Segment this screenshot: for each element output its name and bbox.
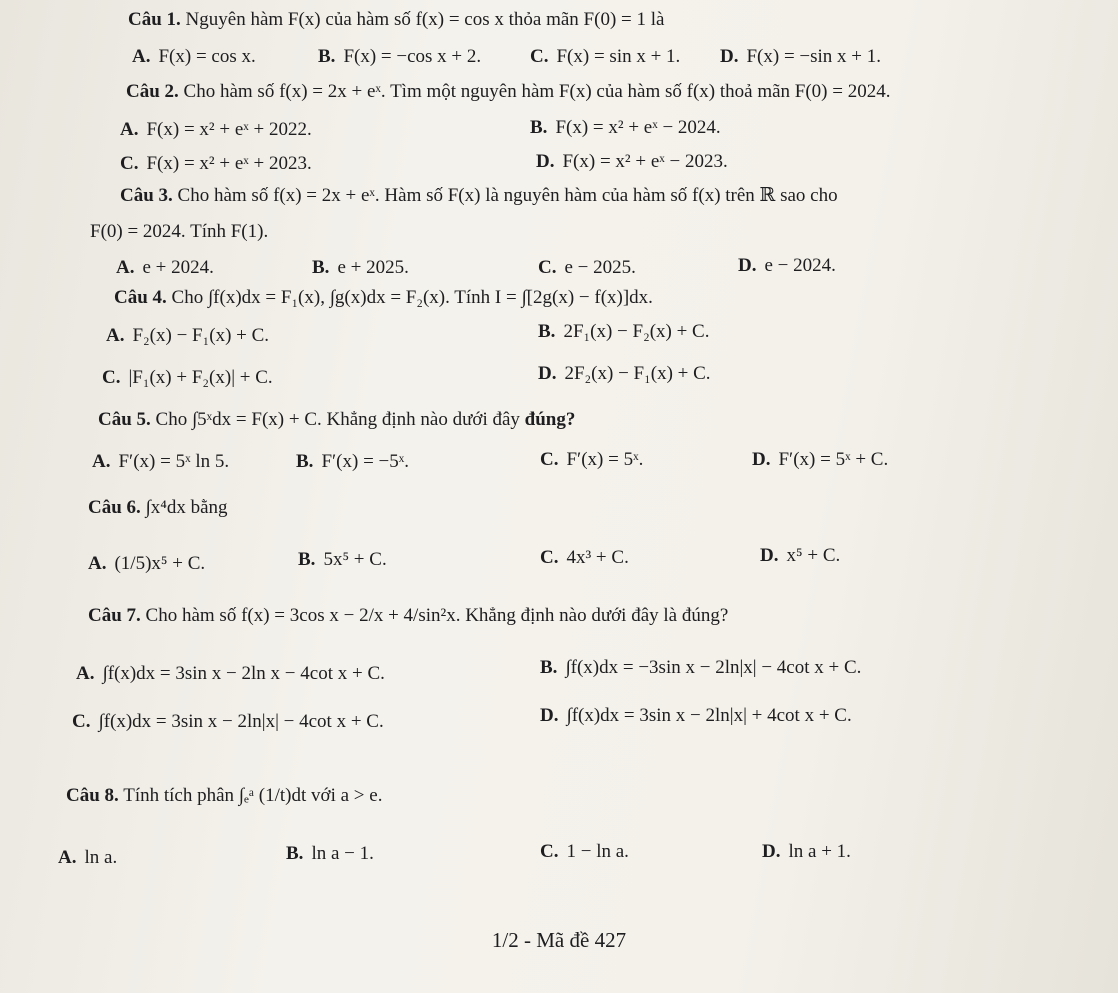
q7-option-a[interactable]: A. ∫f(x)dx = 3sin x − 2ln x − 4cot x + C.	[76, 663, 385, 684]
q8-option-d[interactable]: D. ln a + 1.	[762, 841, 851, 862]
question-3	[120, 184, 838, 208]
q7-option-c[interactable]: C. ∫f(x)dx = 3sin x − 2ln|x| − 4cot x + C.	[72, 711, 384, 732]
q8-option-b[interactable]: B. ln a − 1.	[286, 843, 374, 864]
q5-option-a[interactable]: A. F′(x) = 5ˣ ln 5.	[92, 451, 230, 472]
q3-option-b[interactable]: B. e + 2025.	[312, 257, 409, 278]
question-3-label: Câu 3.	[120, 185, 173, 206]
q4-option-c[interactable]: C. |F₁(x) + F₂(x)| + C.	[102, 367, 273, 388]
q2-option-b[interactable]: B. F(x) = x² + eˣ − 2024.	[530, 117, 721, 138]
q5-option-c[interactable]: C. F′(x) = 5ˣ.	[540, 449, 644, 470]
q6-option-c[interactable]: C. 4x³ + C.	[540, 547, 629, 568]
q1-option-b[interactable]: B. F(x) = −cos x + 2.	[318, 46, 482, 67]
question-1	[128, 8, 664, 32]
q1-option-d[interactable]: D. F(x) = −sin x + 1.	[720, 46, 882, 67]
question-5	[98, 408, 575, 432]
q4-option-b[interactable]: B. 2F₁(x) − F₂(x) + C.	[538, 321, 710, 342]
q5-option-b[interactable]: B. F′(x) = −5ˣ.	[296, 451, 409, 472]
question-4-text: Cho ∫f(x)dx = F₁(x), ∫g(x)dx = F₂(x). Tính I = ∫[2g(x) − f(x)]dx.	[171, 287, 653, 308]
q6-option-b[interactable]: B. 5x⁵ + C.	[298, 549, 387, 570]
q8-option-a[interactable]: A. ln a.	[58, 847, 118, 868]
question-3-text: Cho hàm số f(x) = 2x + eˣ. Hàm số F(x) là nguyên hàm của hàm số f(x) trên ℝ sao cho	[177, 185, 838, 206]
q1-option-a[interactable]: A. F(x) = cos x.	[132, 46, 256, 67]
question-1-label: Câu 1.	[128, 9, 181, 30]
question-6-label: Câu 6.	[88, 497, 141, 518]
q7-option-d[interactable]: D. ∫f(x)dx = 3sin x − 2ln|x| + 4cot x + C.	[540, 705, 852, 726]
question-3-text-line2: F(0) = 2024. Tính F(1).	[90, 221, 269, 242]
question-5-label: Câu 5.	[98, 409, 151, 430]
question-4-label: Câu 4.	[114, 287, 167, 308]
q8-option-c[interactable]: C. 1 − ln a.	[540, 841, 629, 862]
question-2	[126, 80, 890, 104]
q4-option-a[interactable]: A. F₂(x) − F₁(x) + C.	[106, 325, 270, 346]
question-4	[114, 286, 653, 310]
question-7-label: Câu 7.	[88, 605, 141, 626]
q2-option-a[interactable]: A. F(x) = x² + eˣ + 2022.	[120, 119, 312, 140]
question-8-text: Tính tích phân ∫ₑᵃ (1/t)dt với a > e.	[123, 785, 383, 806]
question-8-label: Câu 8.	[66, 785, 119, 806]
q3-option-c[interactable]: C. e − 2025.	[538, 257, 636, 278]
q3-option-a[interactable]: A. e + 2024.	[116, 257, 214, 278]
q5-option-d[interactable]: D. F′(x) = 5ˣ + C.	[752, 449, 889, 470]
question-1-text: Nguyên hàm F(x) của hàm số f(x) = cos x thỏa mãn F(0) = 1 là	[185, 9, 665, 30]
q7-option-b[interactable]: B. ∫f(x)dx = −3sin x − 2ln|x| − 4cot x + C.	[540, 657, 862, 678]
q6-option-d[interactable]: D. x⁵ + C.	[760, 545, 841, 566]
question-8	[66, 784, 382, 808]
question-2-label: Câu 2.	[126, 81, 179, 102]
question-7-text: Cho hàm số f(x) = 3cos x − 2/x + 4/sin²x. Khẳng định nào dưới đây là đúng?	[145, 605, 729, 626]
q4-option-d[interactable]: D. 2F₂(x) − F₁(x) + C.	[538, 363, 711, 384]
question-6-text: ∫x⁴dx bằng	[145, 497, 228, 518]
question-5-text: Cho ∫5ˣdx = F(x) + C. Khẳng định nào dưới đây	[155, 409, 520, 430]
question-6	[88, 496, 228, 520]
q1-option-c[interactable]: C. F(x) = sin x + 1.	[530, 46, 681, 67]
q6-option-a[interactable]: A. (1/5)x⁵ + C.	[88, 553, 206, 574]
question-2-text: Cho hàm số f(x) = 2x + eˣ. Tìm một nguyên hàm F(x) của hàm số f(x) thoả mãn F(0) = 2024.	[183, 81, 891, 102]
page-footer: 1/2 - Mã đề 427	[491, 928, 627, 952]
question-7	[88, 604, 728, 628]
q2-option-c[interactable]: C. F(x) = x² + eˣ + 2023.	[120, 153, 312, 174]
question-5-emphasis: đúng?	[524, 409, 576, 430]
q2-option-d[interactable]: D. F(x) = x² + eˣ − 2023.	[536, 151, 728, 172]
q3-option-d[interactable]: D. e − 2024.	[738, 255, 836, 276]
